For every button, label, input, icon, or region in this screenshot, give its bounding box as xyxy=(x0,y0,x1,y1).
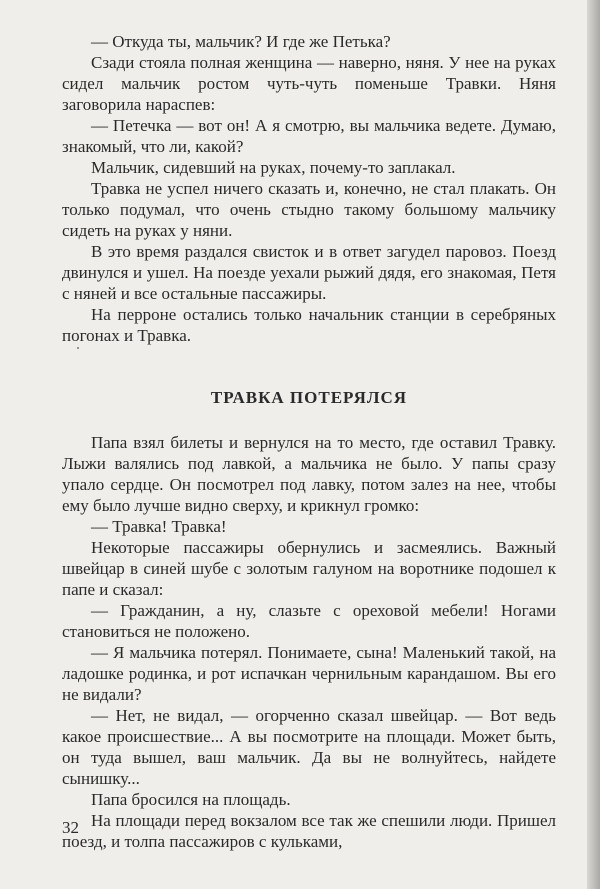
paragraph: На перроне остались только начальник станции в серебряных погонах и Травка. xyxy=(62,305,556,345)
paragraph: — Я мальчика потерял. Понимаете, сына! Маленький такой, на ладошке родинка, и рот испачкан чернильным карандашом. Вы его не видали? xyxy=(62,643,556,704)
text-block-chapter xyxy=(62,432,556,852)
paragraph: В это время раздался свисток и в ответ загудел паровоз. Поезд двинулся и ушел. На поезде уехали рыжий дядя, его знакомая, Петя с няней и все остальные пассажиры. xyxy=(62,242,556,303)
page-number: 32 xyxy=(62,818,79,837)
paragraph: Некоторые пассажиры обернулись и засмеялись. Важный швейцар в синей шубе с золотым галуном на воротнике подошел к папе и сказал: xyxy=(62,538,556,599)
chapter-heading: ТРАВКА ПОТЕРЯЛСЯ xyxy=(210,388,408,407)
paragraph: — Откуда ты, мальчик? И где же Петька? xyxy=(91,32,391,51)
paragraph: Папа взял билеты и вернулся на то место, где оставил Травку. Лыжи валялись под лавкой, а мальчика не было. У папы сразу упало сердце. Он посмотрел под лавку, потом залез на нее, чтобы ему было лучше видно сверху, и крикнул громко: xyxy=(62,433,556,515)
print-speck xyxy=(77,347,79,349)
paragraph: Мальчик, сидевший на руках, почему-то заплакал. xyxy=(91,158,456,177)
paragraph: Травка не успел ничего сказать и, конечно, не стал плакать. Он только подумал, что очень стыдно такому большому мальчику сидеть на руках у няни. xyxy=(62,179,556,240)
paragraph: — Травка! Травка! xyxy=(91,517,227,536)
book-gutter xyxy=(587,0,600,889)
text-block-story-end xyxy=(62,31,556,346)
paragraph: На площади перед вокзалом все так же спешили люди. Пришел поезд, и толпа пассажиров с кульками, xyxy=(62,811,556,851)
paragraph: Сзади стояла полная женщина — наверно, няня. У нее на руках сидел мальчик ростом чуть-чуть поменьше Травки. Няня заговорила нараспев: xyxy=(62,53,556,114)
paragraph: — Петечка — вот он! А я смотрю, вы мальчика ведете. Думаю, знакомый, что ли, какой? xyxy=(62,116,556,156)
paragraph: Папа бросился на площадь. xyxy=(91,790,291,809)
paragraph: — Гражданин, а ну, слазьте с ореховой мебели! Ногами становиться не положено. xyxy=(62,601,556,641)
paragraph: — Нет, не видал, — огорченно сказал швейцар. — Вот ведь какое происшествие... А вы посмотрите на площади. Может быть, он туда вышел, ваш мальчик. Да вы не волнуйтесь, найдете сынишку... xyxy=(62,706,556,788)
